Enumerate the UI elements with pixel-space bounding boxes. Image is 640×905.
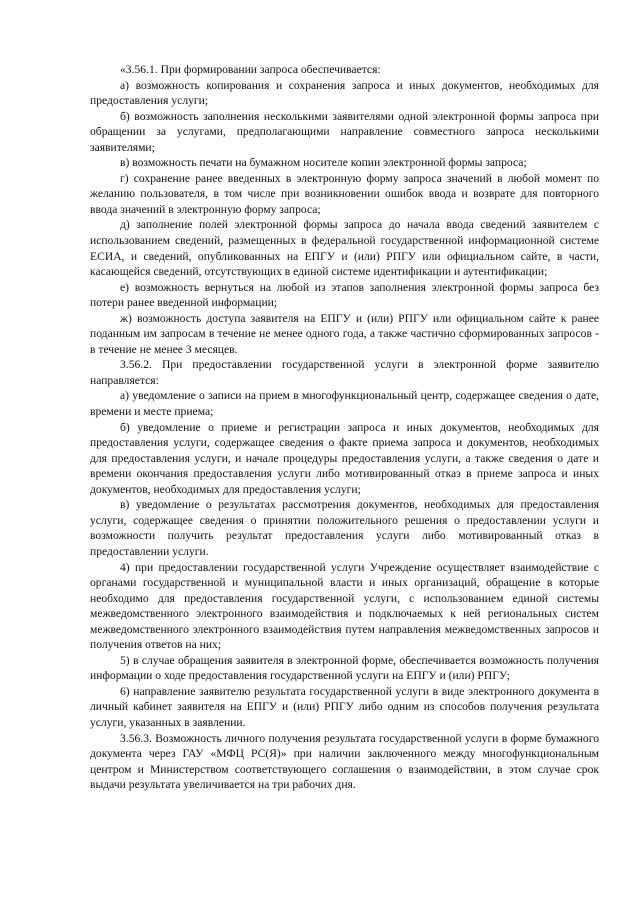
paragraph-item-v: в) возможность печати на бумажном носителе копии электронной формы запроса; [120, 156, 527, 170]
paragraph-notice-a: а) уведомление о записи на прием в многофункциональный центр, содержащее сведения о дате, времени и месте приема; [90, 389, 599, 419]
paragraph-item-d: д) заполнение полей электронной формы запроса до начала ввода сведений заявителем с использованием сведений, размещенных в федеральной государственной информационной системе ЕСИА, и сведений, опубликованных на ЕПГУ и (или) РПГУ или официальном сайте, в части, касающейся сведений, отсутствующих в единой системе идентификации и аутентификации; [90, 218, 599, 279]
paragraph-3-56-3: 3.56.3. Возможность личного получения результата государственной услуги в форме бумажного документа через ГАУ «МФЦ РС(Я)» при наличии заключенного между многофункциональным центром и Министерством соответствующего соглашения о взаимодействии, в этом случае срок выдачи результата увеличивается на три рабочих дня. [90, 731, 599, 792]
paragraph-notice-b: б) уведомление о приеме и регистрации запроса и иных документов, необходимых для предоставления услуги, содержащее сведения о факте приема запроса и документов, необходимых для предоставления услуги, и начале процедуры предоставления услуги, а также сведения о дате и времени окончания предоставления услуги либо мотивированный отказ в приеме запроса и иных документов, необходимых для предоставления услуги; [90, 420, 599, 496]
paragraph-item-g: г) сохранение ранее введенных в электронную форму запроса значений в любой момент по желанию пользователя, в том числе при возникновении ошибок ввода и возврате для повторного ввода значений в электронную форму запроса; [90, 171, 599, 216]
paragraph-item-5: 5) в случае обращения заявителя в электронной форме, обеспечивается возможность получения информации о ходе предоставления государственной услуги на ЕПГУ и (или) РПГУ; [90, 653, 599, 683]
paragraph-item-a: а) возможность копирования и сохранения запроса и иных документов, необходимых для предоставления услуги; [90, 78, 599, 108]
document-page [90, 62, 599, 793]
paragraph-item-zh: ж) возможность доступа заявителя на ЕПГУ и (или) РПГУ или официальном сайте к ранее поданным им запросам в течение не менее одного года, а также частично сформированных запросов - в течение не менее 3 месяцев. [90, 311, 599, 356]
paragraph-3-56-1-heading: «3.56.1. При формировании запроса обеспечивается: [120, 63, 381, 76]
paragraph-notice-v: в) уведомление о результатах рассмотрения документов, необходимых для предоставления услуги, содержащее сведения о принятии положительного решения о предоставлении услуги и возможности получить результат предоставления услуги либо мотивированный отказ в предоставлении услуги. [90, 498, 599, 558]
paragraph-item-b: б) возможность заполнения несколькими заявителями одной электронной формы запроса при обращении за услугами, предполагающими направление совместного запроса несколькими заявителями; [90, 109, 599, 154]
paragraph-item-e: е) возможность вернуться на любой из этапов заполнения электронной формы запроса без потери ранее введенной информации; [90, 280, 599, 310]
paragraph-item-6: 6) направление заявителю результата государственной услуги в виде электронного документа в личный кабинет заявителя на ЕПГУ и (или) РПГУ либо одним из способов получения результата услуги, указанных в заявлении. [90, 684, 599, 729]
paragraph-3-56-2-heading: 3.56.2. При предоставлении государственной услуги в электронной форме заявителю направляется: [90, 358, 599, 387]
paragraph-item-4: 4) при предоставлении государственной услуги Учреждение осуществляет взаимодействие с органами государственной и муниципальной власти и иных организаций, обращение в которые необходимо для предоставления государственной услуги, с использованием единой системы межведомственного электронного взаимодействия и подключаемых к ней региональных систем межведомственного электронного взаимодействия путем направления межведомственных запросов и получения ответов на них; [90, 560, 599, 652]
